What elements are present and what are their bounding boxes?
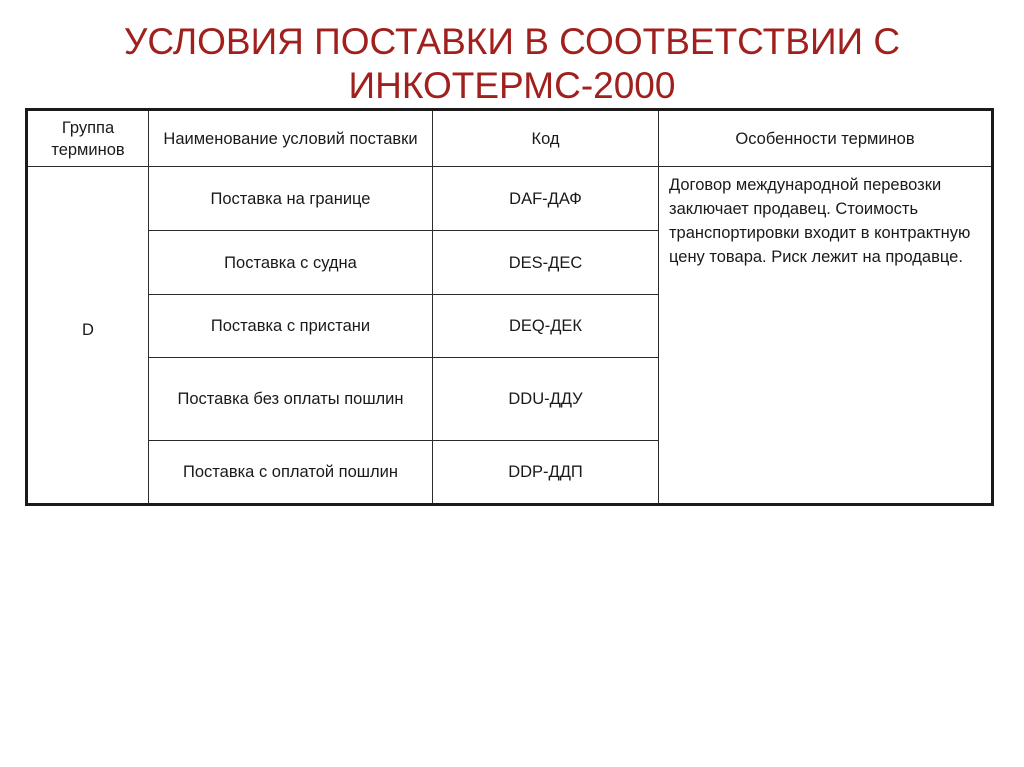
row-name-cell: Поставка без оплаты пошлин — [149, 358, 433, 441]
table-row — [27, 167, 993, 231]
row-name-cell: Поставка с оплатой пошлин — [149, 441, 433, 505]
title-line-2: ИНКОТЕРМС-2000 — [348, 65, 676, 106]
row-name-cell: Поставка на границе — [149, 167, 433, 231]
row-code-cell: DEQ-ДЕК — [433, 295, 659, 358]
group-cell: D — [27, 167, 149, 505]
header-features: Особенности терминов — [659, 110, 993, 167]
row-name-cell: Поставка с пристани — [149, 295, 433, 358]
row-code-cell: DAF-ДАФ — [433, 167, 659, 231]
row-code-cell: DDP-ДДП — [433, 441, 659, 505]
row-code-cell: DDU-ДДУ — [433, 358, 659, 441]
row-name-cell: Поставка с судна — [149, 231, 433, 295]
header-group: Группа терминов — [27, 110, 149, 167]
features-cell: Договор международной перевозки заключает продавец. Стоимость транспортировки входит в контрактную цену товара. Риск лежит на продавце. — [659, 167, 993, 505]
slide-title — [0, 20, 1024, 108]
row-code-cell: DES-ДЕС — [433, 231, 659, 295]
header-name: Наименование условий поставки — [149, 110, 433, 167]
table-header-row — [27, 110, 993, 167]
incoterms-table — [25, 108, 994, 506]
header-code: Код — [433, 110, 659, 167]
title-line-1: УСЛОВИЯ ПОСТАВКИ В СООТВЕТСТВИИ С — [123, 21, 901, 62]
